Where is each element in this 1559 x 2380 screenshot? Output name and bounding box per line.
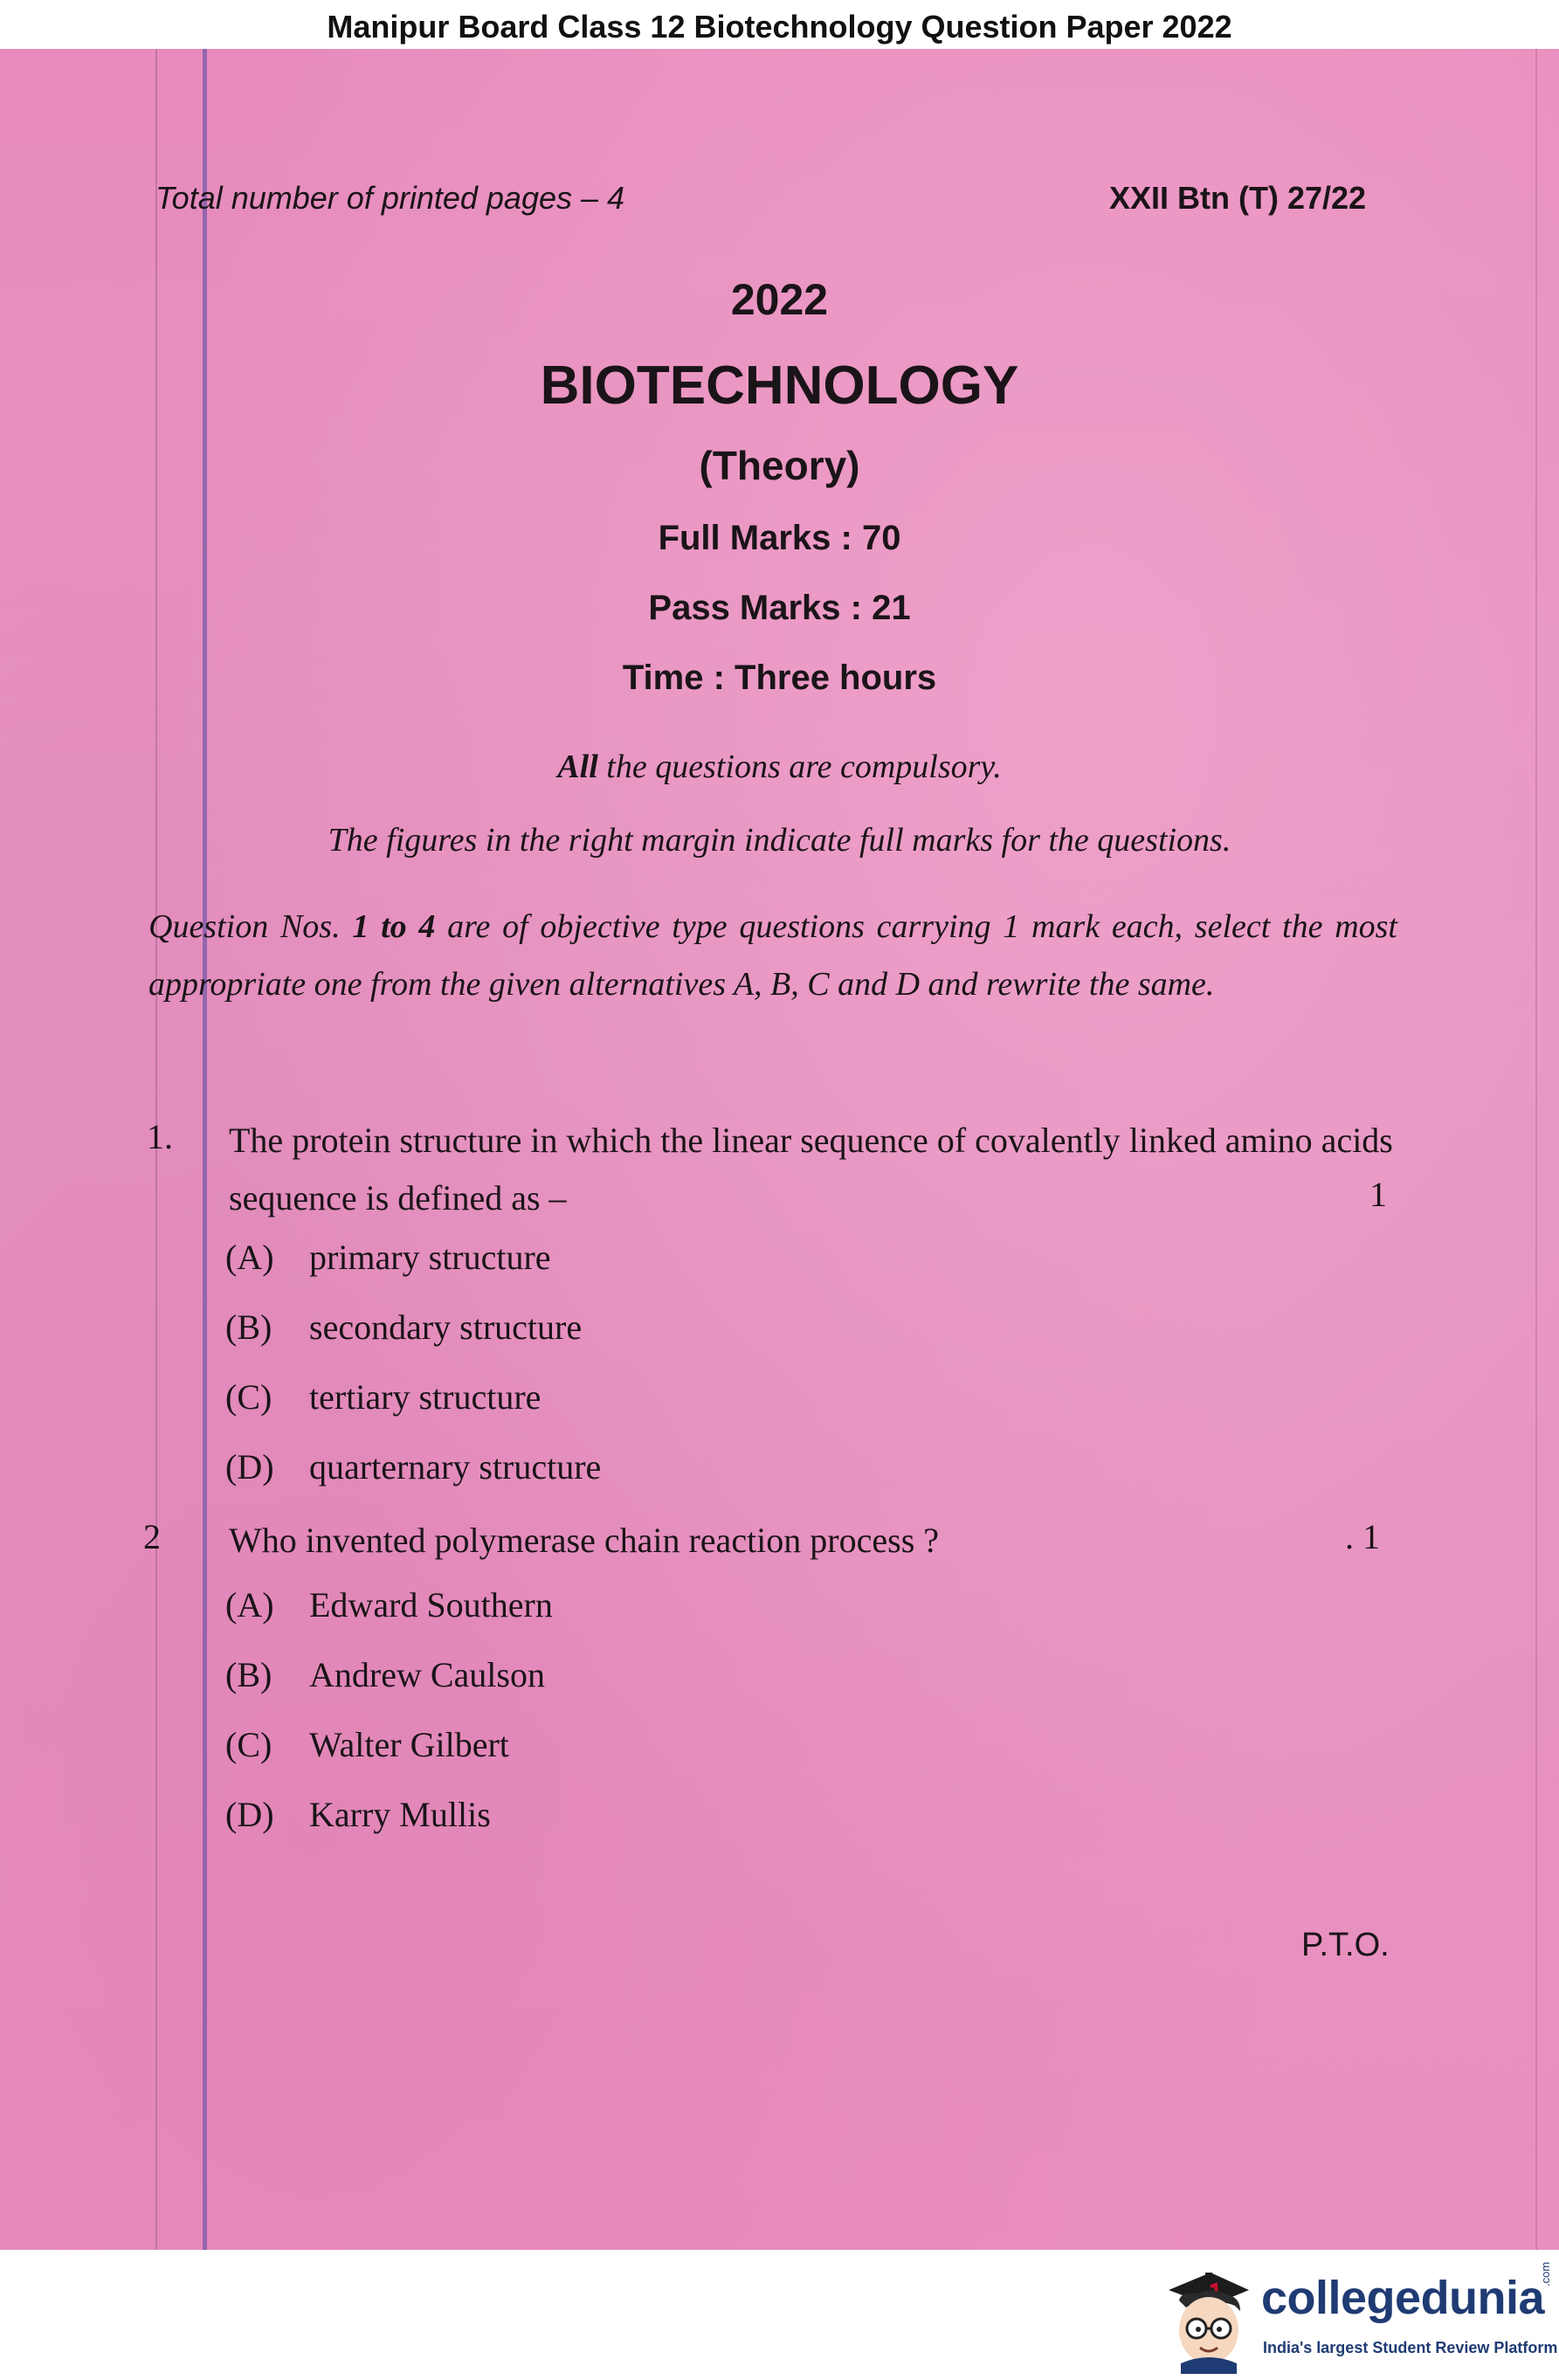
option-letter: (B)	[225, 1307, 272, 1347]
please-turn-over: P.T.O.	[1301, 1927, 1390, 1963]
option-letter: (B)	[225, 1655, 272, 1694]
option-text: primary structure	[309, 1238, 551, 1277]
question-number: 1.	[147, 1117, 173, 1156]
option-text: secondary structure	[309, 1307, 583, 1347]
full-marks: Full Marks : 70	[658, 519, 901, 557]
student-mascot-icon	[1162, 2260, 1252, 2374]
instruction-objective: Question Nos. 1 to 4 are of objective type questions carrying 1 mark each, select the most appropriate one from the given alternatives A, B, C and D and rewrite the same.	[148, 908, 1397, 1003]
scanned-question-paper	[0, 49, 1559, 2250]
option-text: quarternary structure	[309, 1447, 602, 1487]
collegedunia-logo[interactable]	[1155, 2252, 1559, 2380]
option-letter: (C)	[225, 1377, 272, 1417]
option-letter: (D)	[225, 1795, 274, 1834]
question-number: 2	[143, 1517, 161, 1556]
question-text: The protein structure in which the linear sequence of covalently linked amino acids sequence is defined as –	[229, 1121, 1393, 1218]
paper-type: (Theory)	[699, 443, 860, 488]
instruction-margin: The figures in the right margin indicate full marks for the questions.	[328, 822, 1231, 859]
brand-suffix: .com	[1539, 2261, 1552, 2287]
printed-pages-note: Total number of printed pages – 4	[155, 180, 625, 216]
option-letter: (A)	[225, 1585, 274, 1625]
pass-marks: Pass Marks : 21	[648, 589, 911, 627]
option-text: Andrew Caulson	[309, 1655, 545, 1694]
option-text: tertiary structure	[309, 1377, 542, 1417]
option-text: Walter Gilbert	[309, 1725, 509, 1764]
question-marks: 1	[1369, 1175, 1387, 1214]
option-letter: (C)	[225, 1725, 272, 1764]
exam-time: Time : Three hours	[622, 659, 937, 697]
option-letter: (D)	[225, 1447, 274, 1487]
question-text: Who invented polymerase chain reaction process ?	[229, 1521, 940, 1560]
option-text: Edward Southern	[309, 1585, 553, 1625]
option-letter: (A)	[225, 1238, 274, 1277]
question-marks: . 1	[1345, 1517, 1380, 1556]
brand-name: collegedunia	[1261, 2272, 1545, 2324]
instruction-compulsory: All the questions are compulsory.	[557, 748, 1002, 785]
subject-title: BIOTECHNOLOGY	[540, 355, 1019, 416]
paper-code: XXII Btn (T) 27/22	[1109, 180, 1367, 216]
brand-tagline: India's largest Student Review Platform	[1263, 2339, 1558, 2356]
page-banner-title: Manipur Board Class 12 Biotechnology Question Paper 2022	[0, 0, 1559, 51]
exam-year: 2022	[730, 275, 829, 324]
option-text: Karry Mullis	[309, 1795, 491, 1834]
